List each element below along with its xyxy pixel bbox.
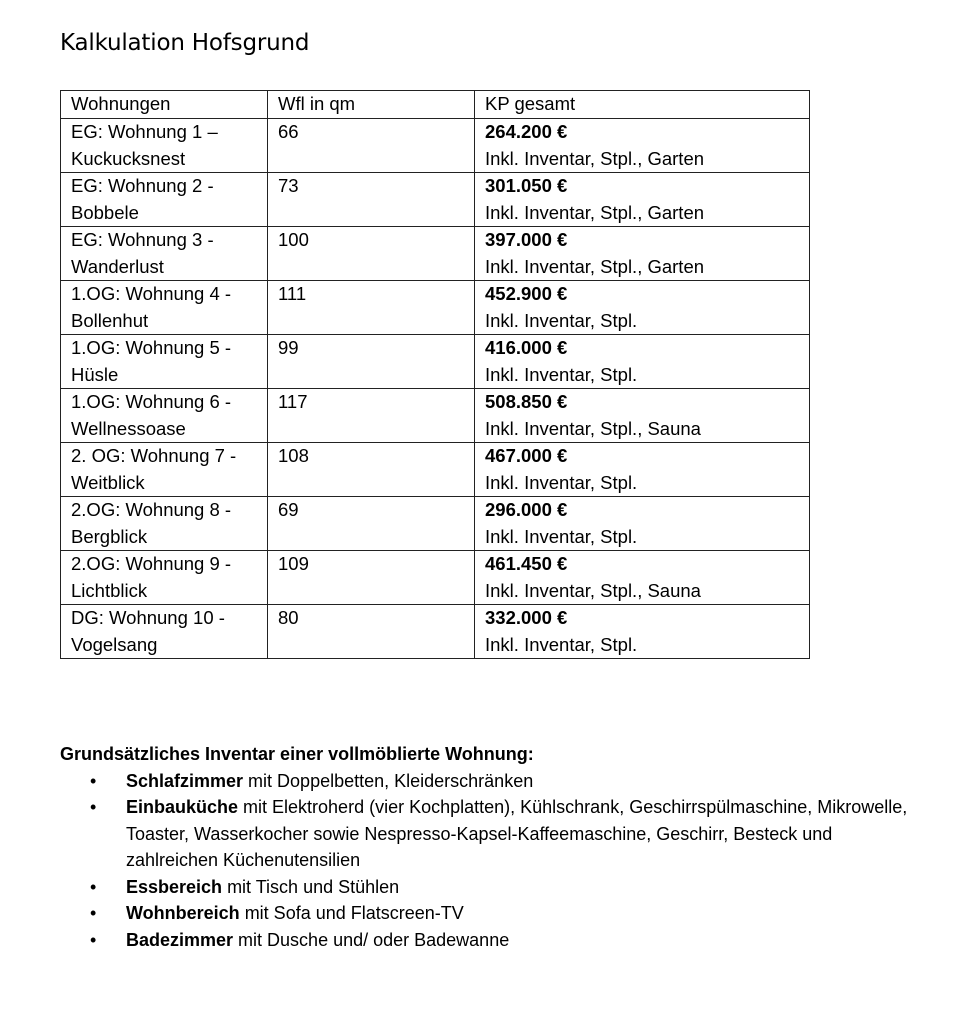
table-row — [61, 443, 810, 497]
item-term: Essbereich — [126, 876, 223, 897]
item-term: Badezimmer — [126, 929, 234, 950]
area-cell: 66 — [268, 119, 475, 173]
list-item — [60, 874, 920, 901]
price-value: 416.000 € — [485, 337, 568, 358]
price-note: Inkl. Inventar, Stpl., Garten — [485, 147, 705, 169]
item-term: Einbauküche — [126, 797, 239, 817]
item-text: mit Tisch und Stühlen — [222, 876, 400, 897]
apartment-name-cell: 2.OG: Wohnung 8 - Bergblick — [61, 497, 268, 551]
price-note: Inkl. Inventar, Stpl. — [485, 363, 638, 385]
apartment-name-cell: 1.OG: Wohnung 6 - Wellnessoase — [61, 389, 268, 443]
item-text: mit Dusche und/ oder Badewanne — [233, 929, 510, 950]
area-cell: 117 — [268, 389, 475, 443]
price-cell — [475, 227, 810, 281]
table-row — [61, 227, 810, 281]
price-cell — [475, 335, 810, 389]
item-text: mit Elektroherd (vier Kochplatten), Kühlschrank, Geschirrspülmaschine, Mikrowelle, Toaster, Wasserkocher sowie Nespresso-Kapsel-Kaffeemaschine, Geschirr, Besteck und zahlreichen Küchenutensilien — [126, 797, 908, 870]
price-note: Inkl. Inventar, Stpl., Garten — [485, 255, 705, 277]
apartment-name-cell: EG: Wohnung 3 - Wanderlust — [61, 227, 268, 281]
price-cell — [475, 173, 810, 227]
area-cell: 69 — [268, 497, 475, 551]
apartment-name-cell: EG: Wohnung 1 – Kuckucksnest — [61, 119, 268, 173]
inventory-heading: Grundsätzliches Inventar einer vollmöblierte Wohnung: — [60, 744, 534, 764]
apartment-name-cell: 1.OG: Wohnung 5 - Hüsle — [61, 335, 268, 389]
price-value: 467.000 € — [485, 445, 568, 466]
price-cell — [475, 389, 810, 443]
header-wfl: Wfl in qm — [268, 91, 475, 119]
price-cell — [475, 443, 810, 497]
area-cell: 99 — [268, 335, 475, 389]
list-item — [60, 794, 920, 874]
item-text: mit Doppelbetten, Kleiderschränken — [243, 770, 534, 791]
list-item — [60, 927, 920, 954]
price-value: 301.050 € — [485, 175, 568, 196]
table-row — [61, 119, 810, 173]
price-cell — [475, 551, 810, 605]
bullet-icon: • — [90, 929, 97, 950]
price-cell — [475, 497, 810, 551]
price-note: Inkl. Inventar, Stpl., Sauna — [485, 417, 701, 439]
table-row — [61, 551, 810, 605]
price-value: 508.850 € — [485, 391, 568, 412]
price-table — [60, 90, 810, 659]
table-row — [61, 335, 810, 389]
area-cell: 100 — [268, 227, 475, 281]
price-cell — [475, 281, 810, 335]
apartment-name-cell: 2.OG: Wohnung 9 - Lichtblick — [61, 551, 268, 605]
price-note: Inkl. Inventar, Stpl., Sauna — [485, 579, 701, 601]
page-title: Kalkulation Hofsgrund — [60, 30, 310, 56]
price-value: 452.900 € — [485, 283, 568, 304]
apartment-name-cell: DG: Wohnung 10 - Vogelsang — [61, 605, 268, 659]
price-value: 296.000 € — [485, 499, 568, 520]
price-value: 461.450 € — [485, 553, 568, 574]
header-wohnungen: Wohnungen — [61, 91, 268, 119]
item-term: Wohnbereich — [126, 903, 240, 923]
list-item — [60, 900, 920, 927]
price-cell — [475, 119, 810, 173]
apartment-name-cell: 2. OG: Wohnung 7 - Weitblick — [61, 443, 268, 497]
area-cell: 73 — [268, 173, 475, 227]
table-row — [61, 605, 810, 659]
bullet-icon: • — [90, 903, 97, 923]
area-cell: 80 — [268, 605, 475, 659]
price-note: Inkl. Inventar, Stpl. — [485, 525, 638, 547]
bullet-icon: • — [90, 797, 97, 817]
bullet-icon: • — [90, 770, 97, 791]
list-item — [60, 768, 920, 795]
price-note: Inkl. Inventar, Stpl., Garten — [485, 201, 705, 223]
table-row — [61, 497, 810, 551]
price-note: Inkl. Inventar, Stpl. — [485, 471, 638, 493]
table-header-row — [61, 91, 810, 119]
area-cell: 109 — [268, 551, 475, 605]
item-term: Schlafzimmer — [126, 770, 244, 791]
area-cell: 111 — [268, 281, 475, 335]
price-value: 397.000 € — [485, 229, 568, 250]
apartment-name-cell: 1.OG: Wohnung 4 - Bollenhut — [61, 281, 268, 335]
price-value: 332.000 € — [485, 607, 568, 628]
inventory-list — [60, 768, 920, 954]
table-row — [61, 281, 810, 335]
table-row — [61, 173, 810, 227]
price-note: Inkl. Inventar, Stpl. — [485, 633, 638, 655]
apartment-name-cell: EG: Wohnung 2 - Bobbele — [61, 173, 268, 227]
inventory-section — [60, 741, 920, 953]
price-note: Inkl. Inventar, Stpl. — [485, 309, 638, 331]
header-kp-gesamt: KP gesamt — [475, 91, 810, 119]
bullet-icon: • — [90, 876, 97, 897]
item-text: mit Sofa und Flatscreen-TV — [239, 903, 464, 923]
price-cell — [475, 605, 810, 659]
price-value: 264.200 € — [485, 121, 568, 142]
table-row — [61, 389, 810, 443]
area-cell: 108 — [268, 443, 475, 497]
